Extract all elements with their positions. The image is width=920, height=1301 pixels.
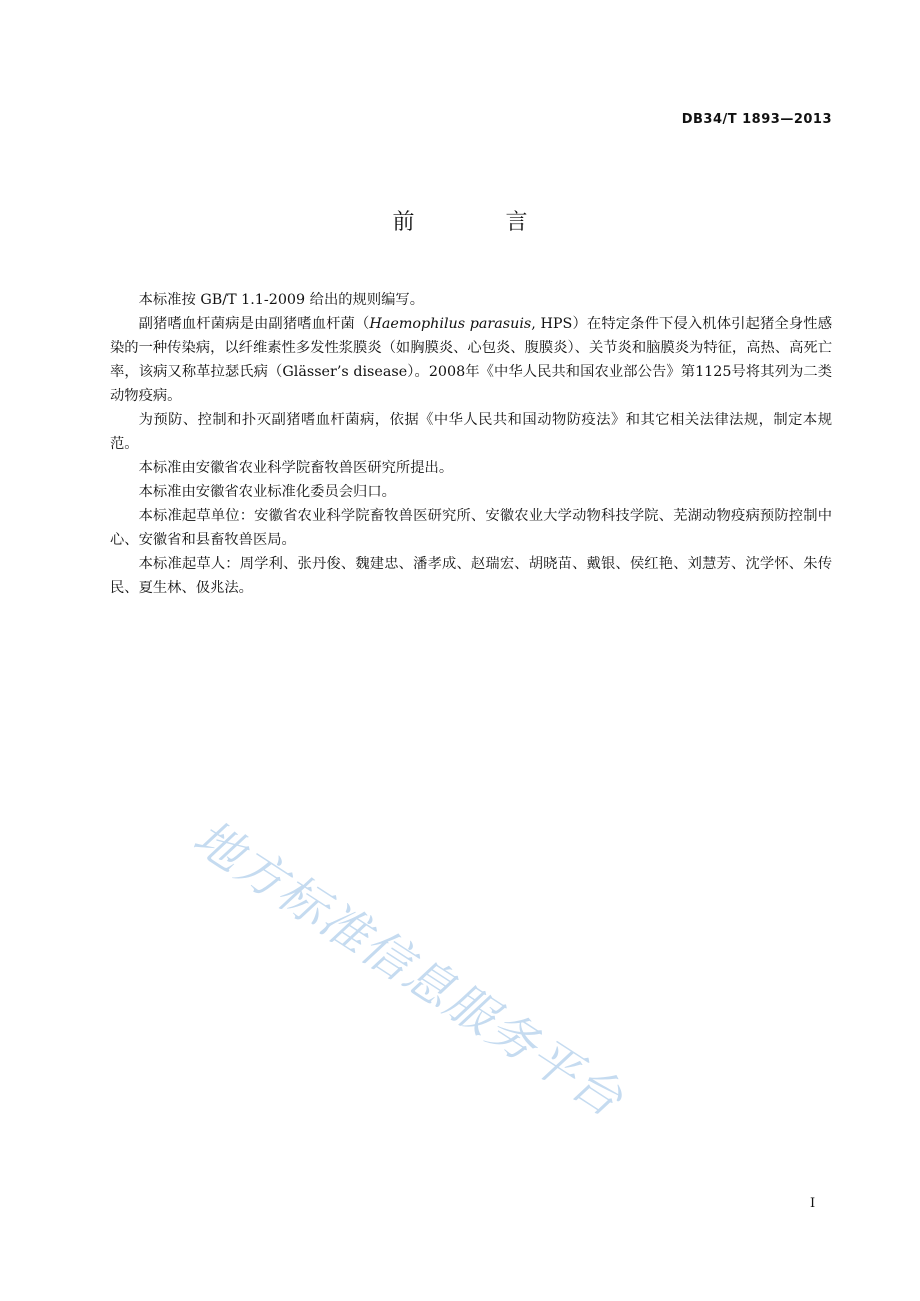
page-title: 前 言: [392, 210, 570, 235]
paragraph-disease-description: [110, 312, 832, 408]
latin-species-name: Haemophilus parasuis: [369, 316, 532, 332]
paragraph-drafting-units: 本标准起草单位：安徽省农业科学院畜牧兽医研究所、安徽农业大学动物科技学院、芜湖动物疫病预防控制中心、安徽省和县畜牧兽医局。: [110, 508, 832, 548]
paragraph-drafters: 本标准起草人：周学利、张丹俊、魏建忠、潘孝成、赵瑞宏、胡晓苗、戴银、侯红艳、刘慧芳、沈学怀、朱传民、夏生林、伋兆法。: [110, 556, 832, 596]
watermark: 地方标准信息服务平台: [183, 809, 634, 1129]
standard-code: DB34/T 1893—2013: [681, 112, 832, 127]
paragraph-text: , HPS）在特定条件下侵入机体引起猪全身性感染的一种传染病，以纤维素性多发性浆膜炎（如胸膜炎、心包炎、腹膜炎）、关节炎和脑膜炎为特征，高热、高死亡率，该病又称革拉瑟氏病（Glässer’s disease）。2008年《中华人民共和国农业部公告》第1125号将其列为二类动物疫病。: [110, 316, 832, 404]
paragraph-drafting-rules: 本标准按 GB/T 1.1-2009 给出的规则编写。: [138, 292, 425, 308]
paragraph-centralized-by: 本标准由安徽省农业标准化委员会归口。: [138, 484, 396, 500]
page-number: I: [810, 1196, 816, 1211]
foreword-body: [110, 288, 832, 600]
paragraph-purpose: 为预防、控制和扑灭副猪嗜血杆菌病，依据《中华人民共和国动物防疫法》和其它相关法律法规，制定本规范。: [110, 412, 832, 452]
paragraph-text: 副猪嗜血杆菌病是由副猪嗜血杆菌（: [138, 316, 370, 332]
paragraph-proposer: 本标准由安徽省农业科学院畜牧兽医研究所提出。: [138, 460, 454, 476]
